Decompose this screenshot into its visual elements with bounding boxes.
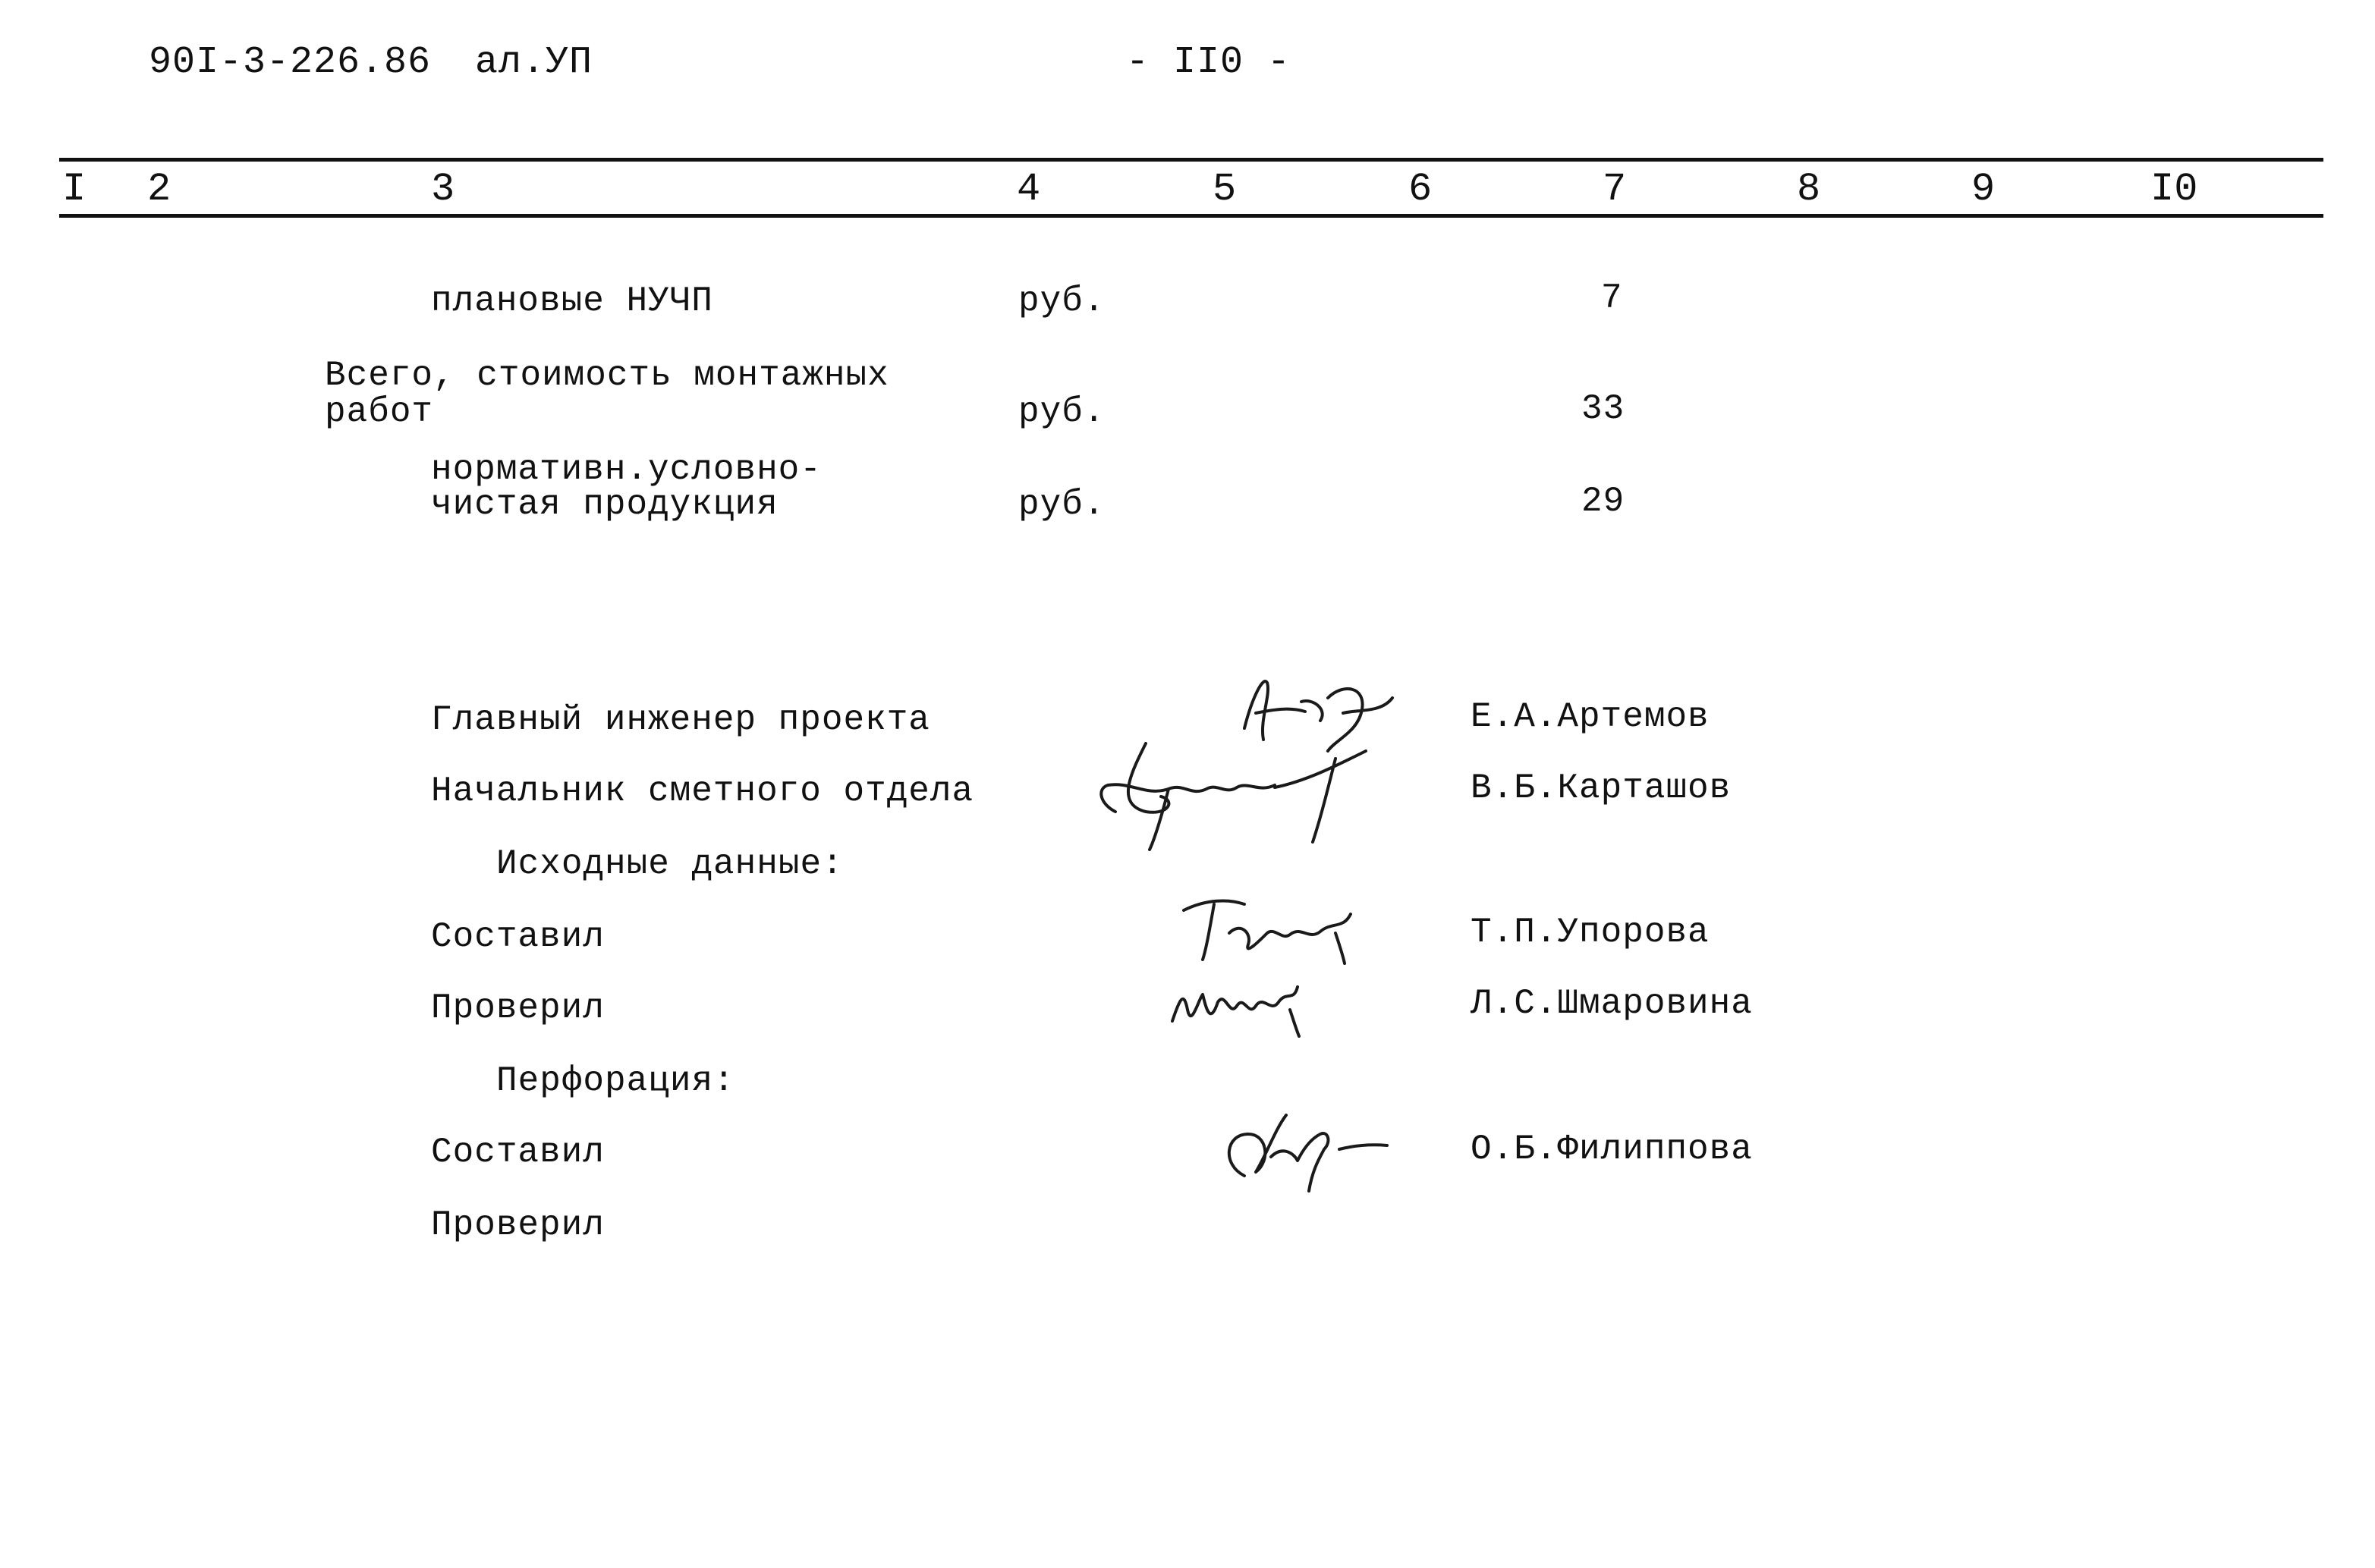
document-code: 90I-3-226.86 — [149, 41, 432, 84]
page-number: - II0 - — [1126, 41, 1291, 84]
signature-perf-compiled — [1214, 1092, 1396, 1202]
person-estimate-head: В.Б.Карташов — [1471, 768, 1732, 808]
row-name-line-1: Всего, стоимость монтажных — [325, 356, 889, 395]
column-number-4: 4 — [1017, 167, 1041, 212]
role-source-checked: Проверил — [431, 988, 605, 1028]
column-number-8: 8 — [1797, 167, 1821, 212]
column-number-9: 9 — [1971, 167, 1996, 212]
role-perf-compiled: Составил — [431, 1133, 605, 1172]
row-unit: руб. — [1018, 281, 1106, 321]
column-number-3: 3 — [431, 167, 455, 212]
album-label: ал.УП — [475, 41, 593, 84]
row-name-line-2: чистая продукция — [431, 485, 779, 524]
signature-source-checked — [1161, 968, 1343, 1048]
signature-source-compiled — [1169, 888, 1366, 975]
person-source-compiled: Т.П.Упорова — [1471, 913, 1710, 952]
person-perf-compiled: О.Б.Филиппова — [1471, 1130, 1753, 1169]
role-estimate-head: Начальник сметного отдела — [431, 771, 974, 811]
row-value: 29 — [1581, 482, 1625, 521]
column-number-1: I — [62, 167, 87, 212]
column-number-10: I0 — [2150, 167, 2198, 212]
section-source-data: Исходные данные: — [496, 844, 844, 884]
person-chief-engineer: Е.А.Артемов — [1471, 697, 1710, 737]
signature-estimate-head — [1085, 728, 1389, 869]
row-value: 7 — [1601, 278, 1623, 318]
column-number-2: 2 — [147, 167, 171, 212]
row-name-line-2: работ — [325, 392, 434, 432]
row-name: плановые НУЧП — [431, 281, 713, 321]
table-header-bottom-rule — [59, 214, 2323, 218]
row-value: 33 — [1581, 389, 1625, 429]
role-chief-engineer: Главный инженер проекта — [431, 700, 930, 740]
row-unit: руб. — [1018, 485, 1106, 524]
section-perforation: Перфорация: — [496, 1061, 735, 1101]
row-unit: руб. — [1018, 392, 1106, 432]
role-source-compiled: Составил — [431, 917, 605, 957]
column-number-7: 7 — [1603, 167, 1627, 212]
role-perf-checked: Проверил — [431, 1205, 605, 1245]
column-number-6: 6 — [1408, 167, 1433, 212]
person-source-checked: Л.С.Шмаровина — [1471, 984, 1753, 1023]
row-name-line-1: нормативн.условно- — [431, 450, 822, 489]
column-number-5: 5 — [1213, 167, 1237, 212]
table-top-rule — [59, 158, 2323, 162]
